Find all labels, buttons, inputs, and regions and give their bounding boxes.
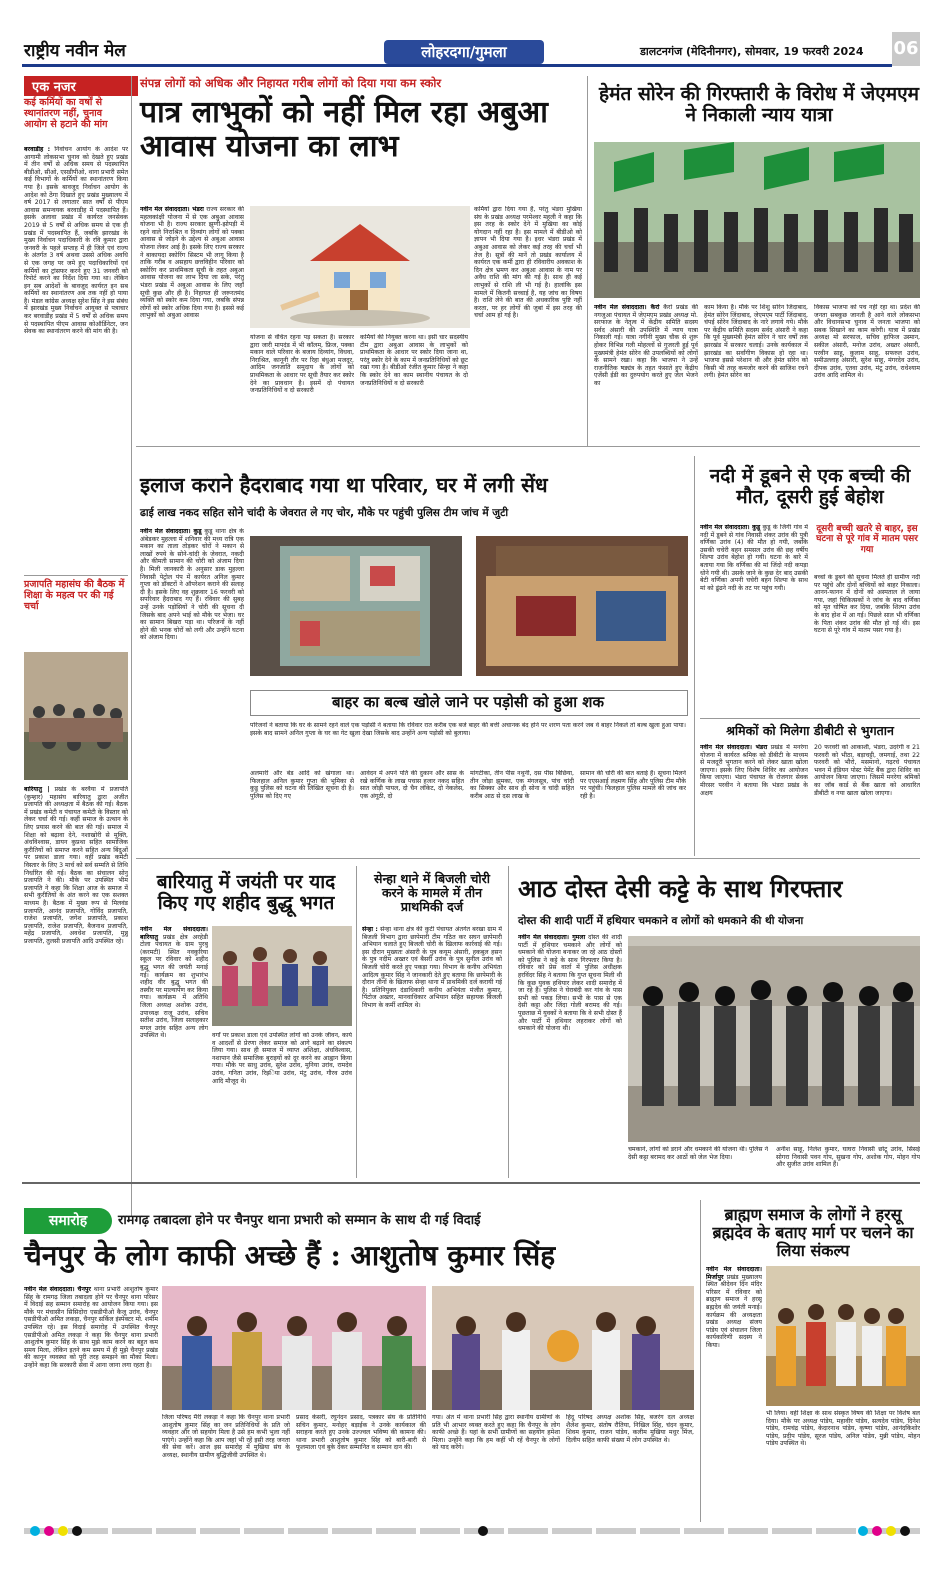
divider [24,575,128,576]
cupboard-photo [250,536,462,676]
house-photo [250,206,470,328]
magenta-registration-icon [44,1526,54,1536]
bottom-rule [24,1528,920,1534]
jayanti-photo [212,926,352,1026]
samaroh-body-col3: प्रसाद केसरी, रघुनंदन प्रसाद, पत्रकार संघ के प्रतिनिधि सचिन कुमार, मनोहर बड़ाईक ने उनके कार्यकाल की सराहना करते हुए उनके उज्ज्वल भविष्य की कामना की। थाना प्रभारी आशुतोष कुमार सिंह को बारी-बारी से फूलमाला एवं बुके देकर सम्मानित व सम्मान दान की। [296,1414,426,1452]
ilaj-body-col3: आवेदन में अपने पति की दुकान और सास के रखे कर्णिक के लाख पचास हजार नकद सहित सात जोड़ी पायल, दो चैन लॉकेट, दो नेकलेस, एक अंगूठी, दो [360,770,464,800]
shramik-headline: श्रमिकों को मिलेगा डीबीटी से भुगतान [726,723,894,738]
divider [700,718,920,719]
yellow-registration-icon [886,1526,896,1536]
hemant-body-col2: काम किया है। मौके पर शिशु सोरेन जिंदाबाद, हेमंत सोरेन जिंदाबाद, जेएमएम पार्टी जिंदाबाद, चंपई सोरेन जिंदाबाद के नारे लगाये गये। मौके पर केंद्रीय समिति सदस्य सर्वद अंसारी ने कहा कि पूर्व मुख्यमंत्री हेमंत सोरेन ने चार वर्षों तक झारखंड में सरकार चलाई। उनके कार्यकाल में झारखंड का सर्वांगीण विकास हो रहा था। भाजपा इससे परेशान थी और हेमंत सोरेन को किसी भी तरह कमजोर करने की साजिश रचने लगी। हेमंत सोरेन का [704,304,808,380]
ek-nazar-story1-headline: कई कर्मियों का वर्षों से स्थानांतरण नहीं, चुनाव आयोग से हटाने की मांग [24,97,108,130]
column-divider [356,866,357,1178]
divider [136,858,920,859]
meeting-photo [24,652,128,780]
brahman-body-col2: भी लिया। वहीं शिक्षा के साथ संस्कृत विषय की शिक्षा पर विशेष बल दिया। मौके पर अध्यक्ष पांडेय, महावीर पांडेय, सत्यदेव पांडेय, दिनेश पांडेय, रामचंद्र पांडेय, केदारनाथ पांडेय, कृष्णा पांडेय, आनंदकिशोर पांडेय, प्रदीप पांडेय, सूरज पांडेय, अनिल पांडेय, मुन्नी पांडेय, मोहन पांडेय उपस्थित थे। [766,1410,920,1448]
senha-body: सेन्हा : सेन्हा थाना क्षेत्र की कुटी पंचायत अंतर्गत बरखा ग्राम में बिजली विभाग द्वारा छापेमारी टीम गठित कर सघन छापेमारी अभियान चलाते हुए बिजली चोरी के खिलाफ कार्रवाई की गई। इस दौरान मुख्यतः अंसारी के पुत्र कयूम अंसारी, हकबुल हसन के पुत्र नदीम अख्तर एवं बैसरी उरांव के पुत्र सुनील उरांव को बिजली चोरी करते हुए पकड़ा गया। विभाग के कनीय अभियंता आदित्य कुमार सिंह ने जानकारी देते हुए बताया कि छापेमारी के दौरान तीनों के खिलाफ सेन्हा थाना में प्राथमिकी दर्ज करायी गई है। प्रतिनियुक्त दंडाधिकारी कनीय अभियंता मंजीत कुमार, पिंटोज अख्तर, मानवाधिकार अभियान सहित सहायक बिजली विभाग के कर्मी शामिल थे। [362,926,502,1009]
magenta-registration-icon [872,1526,882,1536]
divider [22,1182,920,1184]
cyan-registration-icon [30,1526,40,1536]
budhu-body-col1: नवीन मेल संवाददाता। बारियातु प्रखंड क्षेत्र अरहेडी टोला पंचायत के ग्राम पुरबु (करमटी) स्थित नवकुरिया स्कूल पर रविवार को शहीद बुद्धू भगत की जयंती मनाई गई। कार्यक्रम का शुभारंभ शहीद वीर बुद्धू भगत की तस्वीर पर माल्यार्पण कर किया गया। कार्यक्रम में अतिथि जिला अध्यक्ष अशोक उरांव, उपाध्यक्ष राजू उरांव, सचिव सतीश उरांव, जिला सलाहकार मगल उरांव सहित अन्य लोग उपस्थित थे। [140,926,208,1040]
ek-nazar-story2-headline: प्रजापति महासंघ की बैठक में शिक्षा के महत्व पर की गई चर्चा [24,579,125,612]
felicitation-photo-2 [432,1286,694,1410]
black-registration-icon [900,1526,910,1536]
budhu-body-col2: वर्गों पर प्रकाश डाला एवं उपस्थित लोगों को उनके जीवन, कार्य व आदर्शों से प्रेरणा लेकर समाज को आगे बढ़ाने का संकल्प लिया गया। साथ ही समाज में व्याप्त अशिक्षा, अंधविश्वास, नशापान जैसे समाजिक बुराइयों को दूर करने का आह्वान किया गया। मौके पर साधु उरांव, सुरेश उरांव, मुनिया उरांव, रामदेव उरांव, गनिता उरांव, रिझ्‍िया उरांव, मंटु उरांव, गौरव उरांव आदि मौजूद थे। [212,1032,352,1085]
ilaj-body-col4: मांगटीका, तीन पीस नथुनी, दस पीस बिछिया, तीन जोड़ा झुमका, एक मंगलसूत्र, पांच चांदी का सिक्का और साथ ही सोना व चांदी सहित करीब आठ से दस लाख के [470,770,574,800]
rally-photo [594,142,920,298]
awas-headline: पात्र लाभुकों को नहीं मिल रहा अबुआ आवास योजना का लाभ [140,95,548,164]
ilaj-body-col5: सामान की चोरी की बात बताई है। सूचना मिलने पर एएसआई लक्ष्मण सिंह और पुलिस टीम मौके पर पहुंची। फिलहाल पुलिस मामले की जांच कर रही है। [580,770,686,800]
ek-nazar-label: एक नजर [24,76,138,96]
cyan-registration-icon [858,1526,868,1536]
ilaj-body-col1: नवीन मेल संवाददाता। कुडू कुडू थाना क्षेत्र के अंबेडकर मुहल्ला में शनिवार की मध्य रात्रि एक मकान का ताला तोड़कर चोरों ने मकान से लाखों रुपये के सोने-चांदी के जेवरात, नकदी और कीमती सामान की चोरी को अंजाम दिया है। मिली जानकारी के अनुसार डाक मुहल्ला निवासी पेट्रोल पंप में कार्यरत अनिल कुमार गुप्ता को डॉक्टरों ने ऑपरेशन कराने की सलाह दी है। इसके लिए वह शुक्रवार 16 फरवरी को सपरिवार हैदराबाद गए हैं। रविवार की सुबह उन्हें उनके पड़ोसियों ने चोरी की सूचना दी जिसके बाद अपने भाई को मौके पर भेजा। घर का सामान बिखरा पड़ा था। परिजनों के नहीं होने की भनक चोरों को लगी और उन्होंने घटना को अंजाम दिया। [140,528,244,642]
samaroh-body-col4: गया। अंत में थाना प्रभारी सिंह द्वारा स्थानीय ग्रामीणों के प्रति भी आभार व्यक्त करते हुए कहा कि चैनपुर के लोग काफी अच्छे हैं। यहां के सभी ग्रामीणों का सहयोग हमेशा मिला। उन्होंने कहा कि हम कहीं भी रहें चैनपुर के लोगों को याद करेंगे। [432,1414,560,1452]
column-divider [131,76,132,1216]
ilaj-body-col2: अलमारी और बेड आदि को खंगाला था। फिलहाल अनिल कुमार गुप्ता की भूमिका से कुडू पुलिस को घटना की लिखित सूचना दी है। पुलिस को दिए गए [250,770,354,800]
samaroh-label: समारोह [24,1208,112,1234]
awas-kicker: संपन्न लोगों को अधिक और निहायत गरीब लोगों को दिया गया कम स्कोर [140,76,442,90]
newspaper-logo: राष्ट्रीय नवीन मेल [24,41,126,61]
nadi-subhead: दूसरी बच्ची खतरे से बाहर, इस घटना से पूरे गांव में मातम पसर गया [816,524,918,555]
bed-photo [476,536,688,676]
samaroh-body-col1: नवीन मेल संवाददाता। चैनपुर थाना प्रभारी आशुतोष कुमार सिंह के रामगढ़ जिला तबादला होने पर चैनपुर थाना परिसर में विदाई सह सम्मान समारोह का आयोजन किया गया। इस मौके पर मंचासीन सिसिदोरा एसडीपीओ कैजू उरांव, चैनपुर एसडीपीओ अमित लकड़ा, चैनपुर सर्किल इंस्पेक्टर मो. शमीम उपस्थित रहे। इस विदाई समारोह में उपस्थित चैनपुर एसडीपीओ अमित लकड़ा ने कहा कि चैनपुर थाना प्रभारी आशुतोष कुमार सिंह के साथ मुझे काम करने का बहुत कम समय मिला, लेकिन इतने कम समय में ही मुझे चैनपुर प्रखंड की कानून व्यवस्था को पूरी तरह समझने का मौका मिला। उन्होंने कहा कि सरकारी सेवा में आना जाना लगा रहता है। [24,1286,158,1369]
samaroh-body-col5: हिंदू परिषद अध्यक्ष अशोक सिंह, बजरंग दल अध्यक्ष शैलेश कुमार, संतोष रौतिया, निखिल सिंह, चंदन कुमार, शिवम कुमार, राजन पांडेय, कलीम मुखिया मधुर मिंज, दिलीप सहित काफी संख्या में लोग उपस्थित थे। [566,1414,694,1444]
samaroh-headline: चैनपुर के लोग काफी अच्छे हैं : आशुतोष कुमार सिंह [24,1239,556,1272]
yellow-registration-icon [58,1526,68,1536]
nadi-body-col2: बच्चों के डूबने की सूचना मिलते ही ग्रामीण नदी पर पहुंचे और दोनों बच्चियों को बाहर निकाला। आनन-फानन में दोनों को अस्पताल ले जाया गया, जहां चिकित्सकों ने जांच के बाद वर्णिका को मृत घोषित कर दिया, जबकि शिल्पा उरांव के बाद होश में आ गई। पिछले साल भी वर्णिका के पिता शंकर उरांव की मौत हो गई थी। इस घटना से पूरे गांव में मातम पसर गया है। [814,574,920,635]
hemant-body-col1: नवीन मेल संवाददाता। कैरो कैरो प्रखंड की नगजुआ पंचायत में जेएमएम प्रखंड अध्यक्ष मो. सरफाज के नेतृत्व में केंद्रीय समिति सदस्य सर्वद अंसारी की उपस्थिति में न्याय यात्रा निकाली गई। यात्रा नगीनी मुख्य चौक से शुरू होकर विभिन्न गली मोहल्लों से गुजरती हुई पूर्व मुख्यमंत्री हेमंत सोरेन की उपलब्धियों को लोगों के सामने रखा। कहा कि भाजपा ने उन्हें राजनीतिक षड्यंत्र के तहत फंसाते हुए केंद्रीय एजेंसी ईडी का दुरुपयोग करते हुए जेल भेजने का [594,304,698,387]
arrest-photo [628,936,920,1142]
black-registration-icon [478,1526,488,1536]
senha-headline: सेन्हा थाने में बिजली चोरी करने के मामले में तीन प्राथमिकी दर्ज [374,871,490,914]
column-divider [508,866,509,1178]
ilaj-subhead: ढाई लाख नकद सहित सोने चांदी के जेवरात ले गए चोर, मौके पर पहुंची पुलिस टीम जांच में जुटी [140,507,509,519]
hemant-body-col3: विकास भाजपा को पच नहीं रहा था। प्रदेश की जनता सबकुछ जानती है आने वाले लोकसभा और विधानसभा चुनाव में जनता भाजपा को सबक सिखाने का काम करेगी। यात्रा में प्रखंड अध्यक्ष मो सरफाज, सचिव हाफिज उस्मान, सकील अंसारी, मनोज उरांव, अख्तर अंसारी, परवीन साहू, कुलाम साहू, सफरुल उरांव, समीउल्लाह अंसारी, सुरेश साहू, मंगरदेव उरांव, दीपक उरांव, एतवा उरांव, मंटू उरांव, राधेश्याम उरांव आदि शामिल थे। [814,304,920,380]
nadi-headline: नदी में डूबने से एक बच्ची की मौत, दूसरी हुई बेहोश [709,465,911,509]
ek-nazar-story1-body: बरवाडीह : निर्वाचन आयोग के आदेश पर आगामी लोकसभा चुनाव को देखते हुए प्रखंड में तीन वर्षों से अधिक समय से पदस्थापित बीडीओ, सीओ, एसडीपीओ, थाना प्रभारी समेत कई विभागों के कर्मियों का स्थानांतरण किया गया है। इसके बावजूद निर्वाचन आयोग के आदेश को ठेंगा दिखाते हुए प्रखंड मुख्यालय में वर्ष 2017 से लगातार सात वर्षों से पीएम आवास समन्वयक बरवाडीह में पदस्थापित हैं। इसके अलावा प्रखंड में कार्यरत जनसेवक 2019 से 5 वर्षों से अधिक समय से एक ही प्रखंड में पदस्थापित हैं, जबकि झारखंड के मुख्य निर्वाचन पदाधिकारी के रवि कुमार द्वारा जनवरी के पहले सप्ताह में ही जिले एवं राज्य के अंतर्गत 3 वर्ष अथवा उससे अधिक अवधि से एक जगह पर जमे हुए पदाधिकारियों एवं कर्मियों का ट्रांसफर करने हुए 31 जनवरी को रिपोर्ट करने का निर्देश दिया गया था। लेकिन इन सब आदेशों के बावजूद कार्यरत इन सब कर्मियों का स्थानांतरण अब तक नहीं हो पाया है। मंडल कांग्रेस अध्यक्ष सुरेश सिंह ने इस संबंध में झारखंड मुख्य निर्वाचन आयुक्त से पत्राचार कर बरवाडीह प्रखंड में 5 वर्षों से अधिक समय से पदस्थापित पीएम आवास कोऑर्डिनेटर, जन सेवक का स्थानांतरण करने की मांग की है। [24,146,128,336]
ilaj-headline: इलाज कराने हैदराबाद गया था परिवार, घर में लगी सेंध [140,473,548,497]
shramik-body-col2: 20 फरवरी को आकाशी, भंडरा, उदरंगी व 21 फरवरी को भीठा, बड़ाचट्टी, जमगाई, तथा 22 फरवरी को भौरो, मसमानो, गढ़रचे पंचायत भवन में इंडियन पोस्ट पेमेंट बैंक द्वारा शिविर का आयोजन किया जाएगा। जिसमें मनरेगा श्रमिकों का जॉब कार्ड से बैंक खाता को आधारित डीबीटी व नया खाता खोला जाएगा। [814,744,920,797]
brahman-body-col1: नवीन मेल संवाददाता। मिर्जापुर प्रखंड मुख्यालय स्थित श्रीदेवन दिन मंदिर परिसर में रविवार को ब्राह्मण समाज ने हरसू ब्रह्मदेव की जयंती मनाई। कार्यक्रम की अध्यक्षता प्रखंड अध्यक्ष संजय पांडेय एवं संचालन जिला कार्यकारिणी सदस्य ने किया। [706,1266,762,1349]
black-registration-icon [72,1526,82,1536]
awas-body-col1: नवीन मेल संवाददाता। भंडरा राज्य सरकार की महत्वकांक्षी योजना में से एक अबुआ आवास योजना भी है। राज्य सरकार झुग्गी-झोपड़ी में रहने वाले निराश्रित व दिव्यांग लोगों को पक्का आवास से जोड़ने के उद्देश्य से अबुआ आवास योजना लेकर आई है। इसके लिए राज्य सरकार ने बाकायदा स्कोरिंग सिस्टम भी लागू किया है ताकि गरीब व असहाय छत्तविहीन परिवार को स्कोरिंग कर प्राथमिकता सूची के तहत अबुआ आवास योजना का लाभ दिया जा सके, परंतु भंडरा प्रखंड में अबुआ आवास के लिए जहाँ सूची कुछ और ही है। निहायत ही जरूरतमंद व्यक्ति को स्कोर कम दिया गया, जबकि संपन्न लोगों को स्कोर अधिक दिया गया है। इससे कई लाभुकों को अबुआ आवास [140,206,244,320]
budhu-headline: बारियातु में जयंती पर याद किए गए शहीद बुद्धू भगत [156,871,336,915]
bulb-body: परिजनों ने बताया कि घर के सामने रहने वाले एक पड़ोसी ने बताया कि रविवार रात करीब एक बजे बाहर की बत्ती अचानक बंद होने पर शरण पता करने जब वे बाहर निकले तो बल्ब खुला हुआ पाया। इसके बाद सामने अनिल गुप्ता के घर का गेट खुला देखा जिसके बाद उन्होंने अन्य पड़ोसी को बुलाया। [250,722,686,737]
aath-headline: आठ दोस्त देसी कट्टे के साथ गिरफ्तार [518,874,843,903]
shramik-body-col1: नवीन मेल संवाददाता। भंडरा प्रखंड में मनरेगा योजना में कार्यरत श्रमिक को डीबीटी के माध्यम से मजदूरी भुगतान करने को लेकर खाता खोला जाएगा। इसके लिए विशेष शिविर का आयोजन किया जाएगा। भंडरा पंचायत के रोजगार सेवक मीरसर परवीन ने बताया कि भंडरा प्रखंड के अक्षय [700,744,808,797]
hemant-headline: हेमंत सोरेन की गिरफ्तारी के विरोध में जेएमएम ने निकाली न्याय यात्रा [599,83,919,127]
column-divider [694,456,695,856]
column-divider [700,1200,701,1522]
samaroh-kicker: रामगढ़ तबादला होने पर चैनपुर थाना प्रभारी को सम्मान के साथ दी गई विदाई [118,1213,481,1228]
dateline: डालटनगंज (मेदिनीनगर), सोमवार, 19 फरवरी 2024 [640,45,864,58]
page-number: 06 [892,32,920,66]
awas-body-col3: कर्मियों की नियुक्त करना था। इसी चार सदस्यीय टीम द्वारा अबुआ आवास के लाभुकों को प्राथमिकता के आधार पर स्कोर दिया जाना था, परंतु स्कोर देने के काम में जनप्रतिनिधियों को छूट रखा गया है। बीडीओ रंजीत कुमार सिन्हा ने कहा कि स्कोर देने का काम स्थानीय पंचायत के दो जनप्रतिनिधियों व दो सरकारी [360,334,468,387]
awas-body-col2: योजना से वंचित रहना पड़ सकता है। सरकार द्वारा जारी मापदंड में भी कॉलम, फ्रिज, पक्का मकान वाले परिवार के बजाय दिव्यांग, विधवा, निराश्रित, कानूनी तौर पर रिहा बंधुआ मजदूर, आदिम जनजाति समुदाय के लोगों को प्राथमिकता के आधार पर सूची तैयार कर स्कोर देने का प्रावधान है। इसमें दो पंचायत जनप्रतिनिधियों व दो सरकारी [250,334,354,395]
aath-caption1: चमकाने, लोगों को डराने और धमकाने की योजना थी। पुलिस ने देसी कट्टा बरामद कर आठों को जेल भेज दिया। [628,1146,768,1161]
aath-body-col1: नवीन मेल संवाददाता। गुमला दोस्त की शादी पार्टी में हथियार चमकाने और लोगों को धमकाने की योजना बनाकर जा रहे आठ दोस्तों को पुलिस ने कट्टे के साथ गिरफ्तार किया है। रविवार को प्रेस वार्ता में पुलिस अधीक्षक हरविंदर सिंह ने बताया कि गुप्त सूचना मिली थी कि कुछ युवक हथियार लेकर शादी समारोह में जा रहे हैं। पुलिस ने घेराबंदी कर गांव के पास सभी को पकड़ लिया। सभी के पास से एक देसी कट्टा और जिंदा गोली बरामद की गई। पूछताछ में युवकों ने बताया कि वे सभी दोस्त हैं और पार्टी में हथियार लहराकर लोगों को धमकाने की योजना थी। [518,934,622,1033]
edition-label: लोहरदगा/गुमला [384,40,544,64]
nadi-body-col1: नवीन मेल संवाददाता। कुडू कुडू के जिंगी गांव में नदी में डूबने से गांव निवासी शंकर उरांव की पुत्री वर्णिका उरांव (4) की मौत हो गयी, जबकि उसकी चचेरी बहन समसल उरांव की छह वर्षीय शिल्पा उरांव बेहोश हो गयी। घटना के बारे में बताया गया कि वर्णिका की मां जिंदो नदी कपड़ा धोने गयी थी। उसके जाने के कुछ देर बाद उसकी बेटी वर्णिका अपनी चचेरी बहन शिल्पा के साथ मां को ढूंढने नदी के तट पर पहुंच गयी। [700,524,808,592]
aath-subhead: दोस्त की शादी पार्टी में हथियार चमकाने व लोगों को धमकाने की थी योजना [518,915,804,927]
ek-nazar-story2-body: बारियातु | प्रखंड के बरवैया में प्रजापति (कुम्हार) महासंघ बारियातु द्वारा अजीत प्रजापति की अध्यक्षता में बैठक की गई। बैठक में प्रखंड कमेटी व पंचायत कमेटी के विस्तार को लेकर चर्चा की गई। कहीं समाज के उत्थान के लिए प्रयास करने की बात की गई। समाज में शिक्षा को बढ़ावा देने, नशाखोरी से मुक्ति, अंधविश्वास, डायन कुप्रथा सहित सामाजिक कुरीतियों को समाप्त करने सहित अन्य बिंदुओं पर प्रकाश डाला गया। वहीं प्रखंड कमेटी विस्तार के लिए 3 मार्च को सर्व सम्मति से तिथि निर्धारित की गई। बैठक का संचालन सोनु प्रजापति ने की। मौके पर उपस्थित भीम प्रजापति ने कहा कि शिक्षा आज के समाज में सभी कुरीतियों के अंत करने का एक सशक्त माध्यम है। बैठक में मुख्य रूप से मिलवंड प्रजापति, आनंद प्रजापति, गोविंद प्रजापति, राजेश प्रजापति, जगेश प्रजापति, प्रकाश प्रजापति, राजेश प्रजापति, बैजनाथ प्रजापति, महेंद्र प्रजापति, अवधेश प्रजापति, मुन्नु प्रजापति, तुलसी प्रजापति आदि उपस्थित रहे। [24,786,128,945]
samaroh-body-col2: जिला परिषद मैरी लकड़ा ने कहा कि चैनपुर थाना प्रभारी आशुतोष कुमार सिंह का जन प्रतिनिधियों के प्रति जो व्यवहार और जो सहयोग मिला है उसे हम कभी भुला नहीं पाएंगे। उन्होंने कहा कि आप जहां भी रहें इसी तरह जनता की सेवा करें। आज इस समारोह में मुखिया संघ के अध्यक्ष, स्थानीय ग्रामीण बुद्धिजीवी उपस्थित थे। [162,1414,290,1459]
aath-caption2: अनीश साहू, निलेश कुमार, घाघरा निवासी छोटू उरांव, सिसई सोगरा निवासी पवन गोप, सुखना गोप, अशोक गोप, मोहन गोप और सुजीत उरांव शामिल हैं। [776,1146,920,1169]
bulb-headline: बाहर का बल्ब खोले जाने पर पड़ोसी को हुआ शक [331,693,605,711]
column-divider [587,76,588,446]
brahman-headline: ब्राह्मण समाज के लोगों ने हरसू ब्रह्मदेव के बताए मार्ग पर चलने का लिया संकल्प [712,1205,914,1260]
divider [136,446,920,447]
puja-photo [766,1266,920,1406]
felicitation-photo-1 [162,1286,426,1410]
awas-body-col4: कर्मियों द्वारा दिया गया है, परंतु भंडरा मुखिया संघ के प्रखंड अध्यक्ष परमेश्वर महली ने कहा कि इस तरह के स्कोर देने में मुखिया का कोई योगदान नहीं रहा है। इस मामले में बीडीओ को ज्ञापन भी दिया गया है। इधर भंडरा प्रखंड में अबुआ आवास को लेकर कई तरह की चर्चा भी तेज है। सूत्रों की मानें तो प्रखंड कार्यालय में कार्यरत एक कर्मी द्वारा ही रविवारीय अवकाश के दिन क्षेत्र भ्रमण कर अबुआ आवास के नाम पर अवैध राशि की मांग की गई है। साथ ही कई लाभुकों से राशि ली भी गई है। हालांकि इस मामले में कितनी सच्चाई है, यह जांच का विषय है। राशि लेने की बात की अधकारिक पुष्टि नहीं करता, पर हर लोगों की जुबां में इस तरह की चर्चा आम हो गई है। [474,206,582,320]
